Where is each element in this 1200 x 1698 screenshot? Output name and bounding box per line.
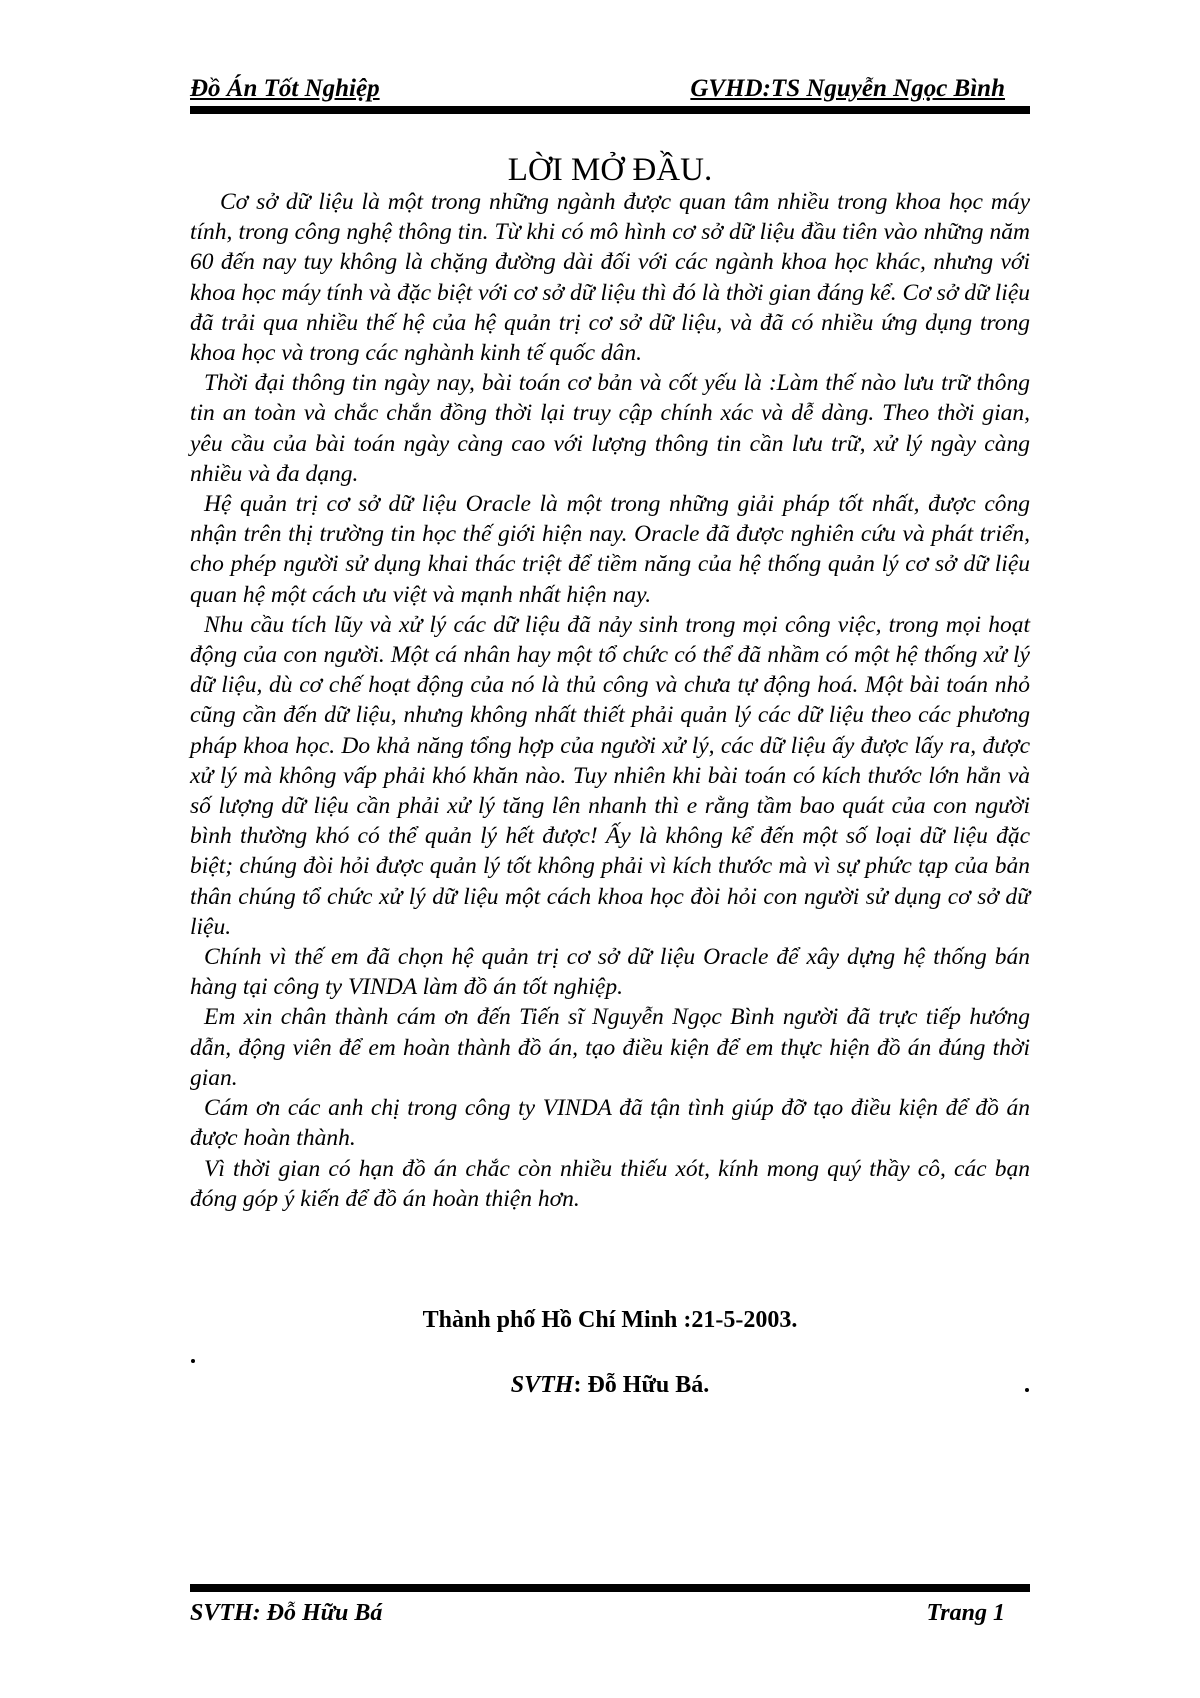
paragraph-thanks-advisor: Em xin chân thành cám ơn đến Tiến sĩ Nguyễn Ngọc Bình người đã trực tiếp hướng dẫn, động viên để em hoàn thành đồ án, tạo điều kiện để em thực hiện đồ án đúng thời gian. — [190, 1004, 1030, 1091]
student-label: SVTH — [510, 1372, 574, 1398]
header-document-type: Đồ Án Tốt Nghiệp — [190, 75, 380, 102]
paragraph-motivation: Chính vì thế em đã chọn hệ quản trị cơ sở dữ liệu Oracle để xây dựng hệ thống bán hàng tại công ty VINDA làm đồ án tốt nghiệp. — [190, 944, 1030, 1001]
student-signature-line — [190, 1370, 1030, 1400]
body-text — [190, 187, 1030, 1214]
paragraph-thanks-company: Cám ơn các anh chị trong công ty VINDA đã tận tình giúp đỡ tạo điều kiện để đồ án được hoàn thành. — [190, 1095, 1030, 1152]
page-header — [190, 70, 1030, 114]
footer-page-number: Trang 1 — [926, 1600, 1005, 1626]
student-name: : Đỗ Hữu Bá. — [573, 1372, 710, 1398]
paragraph-data-needs: Nhu cầu tích lũy và xử lý các dữ liệu đã nảy sinh trong mọi công việc, trong mọi hoạt động của con người. Một cá nhân hay một tổ chức có thể đã nhầm có một hệ thống xử lý dữ liệu, dù cơ chế hoạt động của nó là thủ công và chưa tự động hoá. Một bài toán nhỏ cũng cần đến dữ liệu, nhưng không nhất thiết phải quản lý các dữ liệu theo các phương pháp khoa học. Do khả năng tổng hợp của người xử lý, các dữ liệu ấy được lấy ra, được xử lý mà không vấp phải khó khăn nào. Tuy nhiên khi bài toán có kích thước lớn hẳn và số lượng dữ liệu cần phải xử lý tăng lên nhanh thì e rằng tầm bao quát của con người bình thường khó có thể quản lý hết được! Ấy là không kể đến một số loại dữ liệu đặc biệt; chúng đòi hỏi được quản lý tốt không phải vì kích thước mà vì sự phức tạp của bản thân chúng tổ chức xử lý dữ liệu một cách khoa học đòi hỏi con người sử dụng cơ sở dữ liệu. — [190, 611, 1030, 940]
header-advisor: GVHD:TS Nguyễn Ngọc Bình — [690, 75, 1005, 102]
paragraph-intro: Cơ sở dữ liệu là một trong những ngành được quan tâm nhiều trong khoa học máy tính, trong công nghệ thông tin. Từ khi có mô hình cơ sở dữ liệu đầu tiên vào những năm 60 đến nay tuy không là chặng đường dài đối với các ngành khoa học khác, nhưng với khoa học máy tính và đặc biệt với cơ sở dữ liệu thì đó là thời gian đáng kể. Cơ sở dữ liệu đã trải qua nhiều thế hệ của hệ quản trị cơ sở dữ liệu, và đã có nhiều ứng dụng trong khoa học và trong các nghành kinh tế quốc dân. — [190, 189, 1030, 367]
paragraph-oracle: Hệ quản trị cơ sở dữ liệu Oracle là một trong những giải pháp tốt nhất, được công nhận trên thị trường tin học thế giới hiện nay. Oracle đã được nghiên cứu và phát triển, cho phép người sử dụng khai thác triệt để tiềm năng của hệ thống quản lý cơ sở dữ liệu quan hệ một cách ưu việt và mạnh nhất hiện nay. — [190, 491, 1030, 608]
page-footer — [190, 1596, 1030, 1630]
page-title: LỜI MỞ ĐẦU. — [507, 152, 713, 188]
footer-student: SVTH: Đỗ Hữu Bá — [190, 1600, 383, 1626]
stray-dot-mark — [1025, 1388, 1029, 1392]
stray-dot-mark — [191, 1359, 195, 1363]
date-line: Thành phố Hồ Chí Minh :21-5-2003. — [422, 1307, 798, 1333]
paragraph-information-age: Thời đại thông tin ngày nay, bài toán cơ bản và cốt yếu là :Làm thế nào lưu trữ thông tin an toàn và chắc chắn đồng thời lại truy cập chính xác và dễ dàng. Theo thời gian, yêu cầu của bài toán ngày càng cao với lượng thông tin cần lưu trữ, xử lý ngày càng nhiều và đa dạng. — [190, 370, 1030, 487]
footer-rule — [190, 1584, 1030, 1592]
paragraph-closing-request: Vì thời gian có hạn đồ án chắc còn nhiều thiếu xót, kính mong quý thầy cô, các bạn đóng góp ý kiến để đồ án hoàn thiện hơn. — [190, 1155, 1030, 1212]
